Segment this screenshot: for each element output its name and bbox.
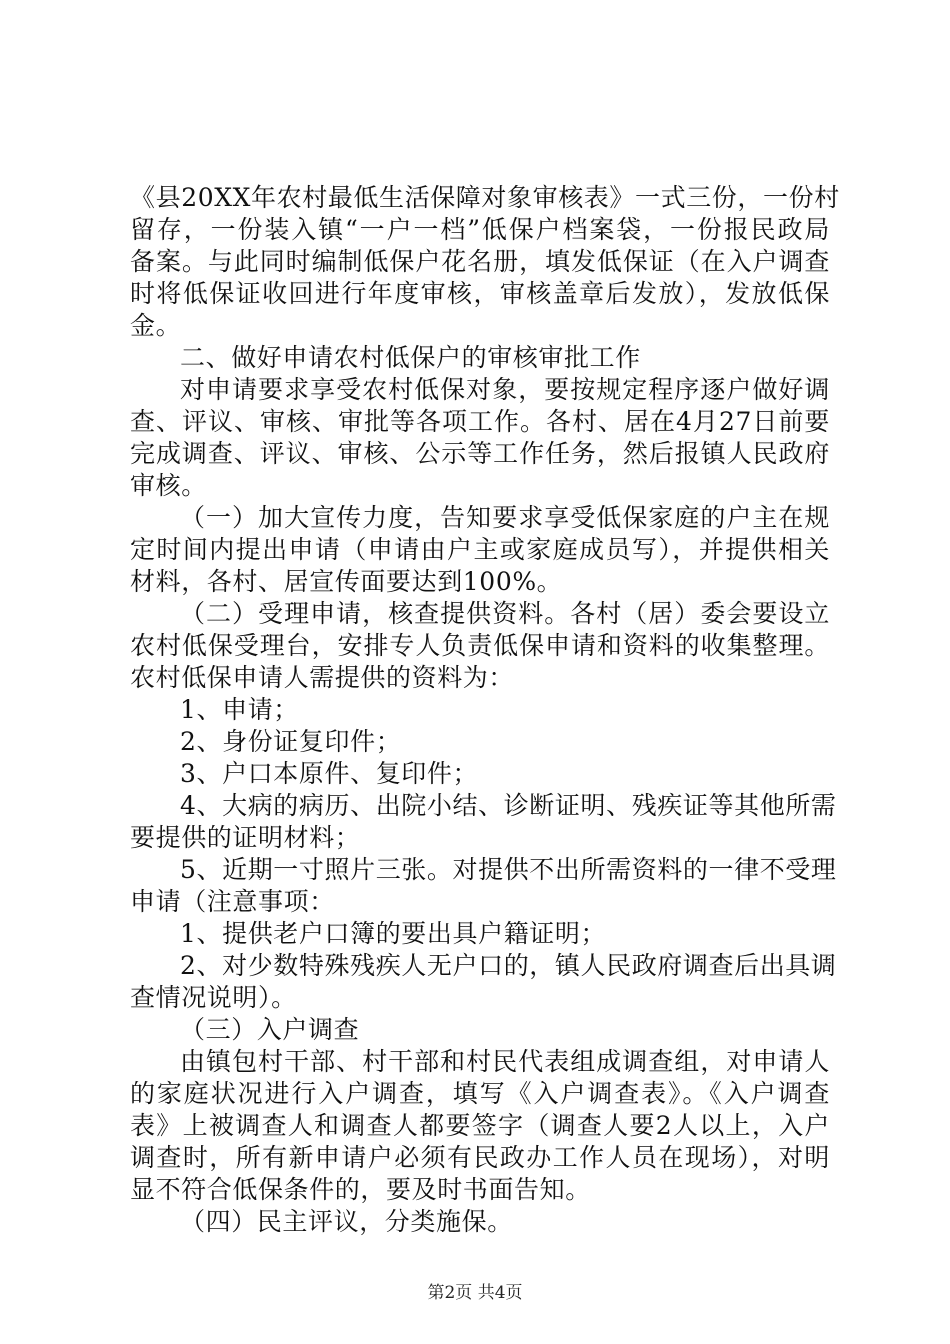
section-heading: （四）民主评议，分类施保。 [180,1207,513,1236]
list-item: 3、户口本原件、复印件； [180,759,479,788]
list-item: 1、申请； [180,695,299,724]
paragraph-line: 审核。 [130,471,207,500]
list-item: 1、提供老户口簿的要出具户籍证明； [180,919,607,948]
paragraph-line: 表》上被调查人和调查人都要签字（调查人要2人以上，入户 [130,1111,830,1140]
paragraph-line: 备案。与此同时编制低保户花名册，填发低保证（在入户调查 [130,247,830,276]
paragraph-line: 的家庭状况进行入户调查，填写《入户调查表》。《入户调查 [130,1079,830,1108]
paragraph-line: 留存，一份装入镇“一户一档”低保户档案袋，一份报民政局 [130,215,830,244]
paragraph-line: （一）加大宣传力度，告知要求享受低保家庭的户主在规 [180,503,830,532]
paragraph-line: 定时间内提出申请（申请由户主或家庭成员写），并提供相关 [130,535,830,564]
page-number-footer: 第2页 共4页 [427,1283,523,1303]
paragraph-line: 查情况说明）。 [130,983,297,1012]
paragraph-line: 农村低保申请人需提供的资料为： [130,663,515,692]
paragraph-line: 农村低保受理台，安排专人负责低保申请和资料的收集整理。 [130,631,830,660]
paragraph-line: 《县20XX年农村最低生活保障对象审核表》一式三份，一份村 [130,183,840,212]
list-item: 2、身份证复印件； [180,727,402,756]
paragraph-line: 调查时，所有新申请户必须有民政办工作人员在现场），对明 [130,1143,830,1172]
paragraph-line: 申请（注意事项： [130,887,335,916]
paragraph-line: 显不符合低保条件的，要及时书面告知。 [130,1175,591,1204]
paragraph-line: 由镇包村干部、村干部和村民代表组成调查组，对申请人 [180,1047,830,1076]
section-heading: （三）入户调查 [180,1015,360,1044]
paragraph-line: 要提供的证明材料； [130,823,361,852]
list-item: 2、对少数特殊残疾人无户口的，镇人民政府调查后出具调 [180,951,837,980]
section-heading: 二、做好申请农村低保户的审核审批工作 [180,343,641,372]
paragraph-line: （二）受理申请，核查提供资料。各村（居）委会要设立 [180,599,830,628]
paragraph-line: 材料，各村、居宣传面要达到100%。 [130,567,563,596]
list-item: 5、近期一寸照片三张。对提供不出所需资料的一律不受理 [180,855,837,884]
paragraph-line: 金。 [130,311,182,340]
paragraph-line: 查、评议、审核、审批等各项工作。各村、居在4月27日前要 [130,407,830,436]
paragraph-line: 完成调查、评议、审核、公示等工作任务，然后报镇人民政府 [130,439,830,468]
paragraph-line: 对申请要求享受农村低保对象，要按规定程序逐户做好调 [180,375,830,404]
paragraph-line: 时将低保证收回进行年度审核，审核盖章后发放），发放低保 [130,279,830,308]
list-item: 4、大病的病历、出院小结、诊断证明、残疾证等其他所需 [180,791,837,820]
